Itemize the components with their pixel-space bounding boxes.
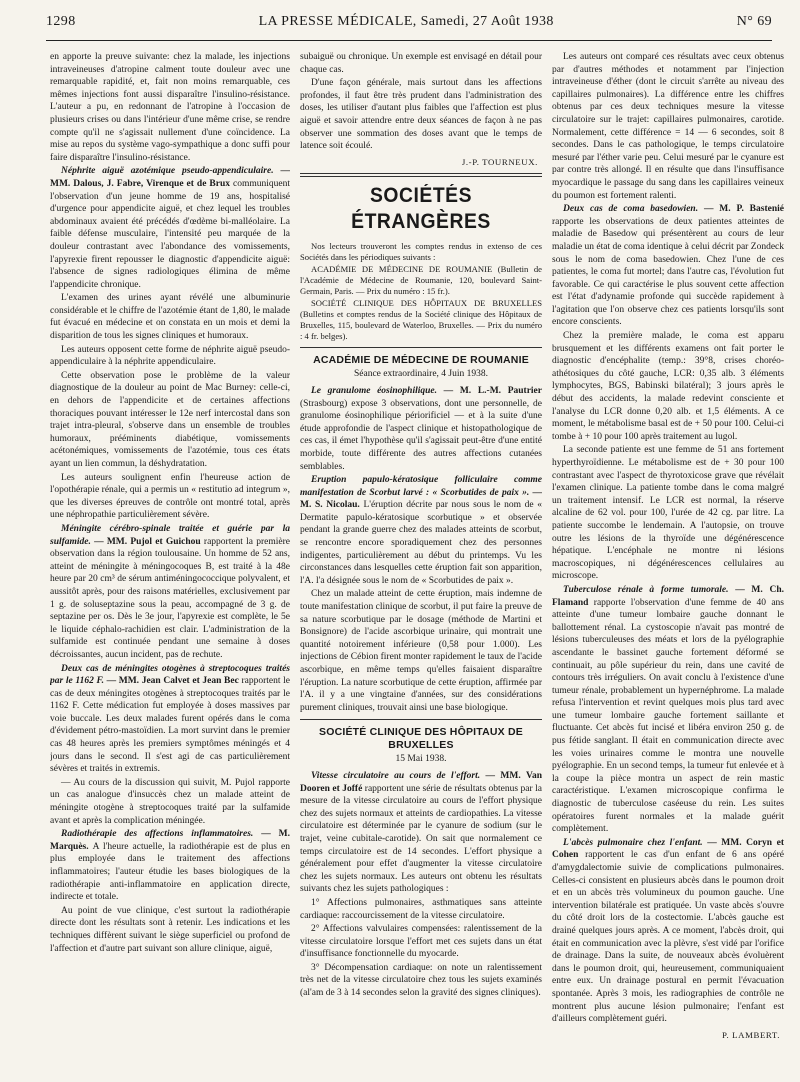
entry-text: L'éruption décrite par nous sous le nom de « Dermatite papulo-kératosique scorbutique » et observée pendant la grande guerre chez des malades atteints de scorbut, se rencontre encore sporadiquement chez des personnes indigentes, particulièrement au début du printemps. Vu les circonstances dans lesquelles cette éruption fait son apparition, l'A. l'a désignée sous le nom de « Scorbutides de paix ». xyxy=(300,500,542,586)
communication-entry xyxy=(300,385,542,473)
entry-authors: — M. S. Nicolau. xyxy=(300,487,542,511)
entry-text: rapporte l'observation d'une femme de 40 ans atteinte d'une tumeur lombaire gauche donnant le ballottement rénal. La cystoscopie n'avait pas montré de lésions tuberculeuses des méats et lors de la pyélographie ascendante le bassinet gauche fortement déformé se continuait, au pôle supérieur du rein, dans une cavité de contours très irréguliers. On avait conclu à l'existence d'une tumeur rénale, probablement un hypernéphrome. La malade refusa l'intervention et revint quelques mois plus tard avec une tumeur lombaire gauche fortement saillante et fluctuante. Cet abcès fut incisé et libéra environ 250 g. de pus fétide sanglant. Il était en communication directe avec les voies urinaires comme le montra une nouvelle pyélographie. En un second temps, la tumeur fut enlevée et à la coupe la pièce montra un aspect de rein mastic caractéristique. L'examen microscopique confirma le diagnostic de tuberculose caséeuse du rein. Les suites opératoires furent normales et la malade guérit complètement. xyxy=(552,597,784,835)
issue-date: Samedi, 27 Août 1938 xyxy=(420,14,554,29)
paragraph: Les auteurs soulignent enfin l'heureuse action de l'opothérapie rénale, qui a permis un « restitutio ad integrum », que les diverses épreuves de contrôle ont montré total, après une néphropathie particulièrement sévère. xyxy=(50,472,290,521)
paragraph: Cette observation pose le problème de la valeur diagnostique de la douleur au point de Mac Burney: celle-ci, en dehors de l'appendicite et de certaines affections thoraciques pouvant intéresser le 12e nerf intercostal dans son trajet intra-pleural, s'observe dans un ensemble de troubles humoraux, prééminents diabétique, vomissements acétonémiques, vomissements de l'azotémie, tous ces états ayant un lien commun, la déshydratation. xyxy=(50,370,290,469)
column-3-body xyxy=(552,51,784,1026)
entry-title: Vitesse circulatoire au cours de l'effort. xyxy=(311,770,481,781)
entry-title: Tuberculose rénale à forme tumorale. xyxy=(563,584,729,595)
entry-title: L'abcès pulmonaire chez l'enfant. xyxy=(563,837,703,848)
section-title-societes-etrangeres: SOCIÉTÉS ÉTRANGÈRES xyxy=(351,184,491,234)
column-2-middle xyxy=(300,385,542,714)
paragraph: Chez un malade atteint de cette éruption, mais indemne de toute manifestation clinique de scorbut, il put faire la preuve de sa nature scorbutique par le dosage (méthode de Martini et Bonsignore) de l'acide ascorbique urinaire, qui montrait une quantité notoirement inférieure (0,58 pour 1.000). Les injections de Cébion firent monter rapidement le taux de l'acide ascorbique, en même temps qu'elles faisaient disparaître l'éruption. La nature scorbutique de cette éruption, affirmée par l'A. il y a une vingtaine d'années, sur des considérations purement cliniques, trouvait ainsi une base biologique. xyxy=(300,589,542,713)
entry-text: rapportent une série de résultats obtenus par la mesure de la vitesse circulatoire au cours de l'effort physique chez des sujets normaux et atteints de cardiopathies. La vitesse circulatoire est déterminée par le cyanure de sodium (sur le trajet, veine cubitale-carotide). On sait que normalement ce temps circulatoire est de 14 secondes. L'effort physique a généralement pour effet d'augmenter la vitesse circulatoire chez les sujets normaux. Les auteurs ont obtenu les résultats suivants chez les sujets pathologiques : xyxy=(300,783,542,895)
entry-text: (Strasbourg) expose 3 observations, dont une personnelle, de granulome éosinophilique périorificiel — et à la suite d'une étude approfondie de l'aspect clinique et histopathologique de ces cas, il émet l'hypothèse qu'il s'agissait peut-être d'une entité morbide, toute différente des autres affections cutanées semblables. xyxy=(300,398,542,472)
paragraph: subaiguë ou chronique. Un exemple est envisagé en détail pour chaque cas. xyxy=(300,52,542,75)
paragraph: D'une façon générale, mais surtout dans les affections profondes, il faut être très prudent dans l'administration des doses, les utiliser d'autant plus faibles que l'affection est plus aiguë et savoir attendre entre deux séances de façon à ne pas observer une sommation des doses avant que le temps de latence soit écoulé. xyxy=(300,78,542,152)
paragraph: — Au cours de la discussion qui suivit, M. Pujol rapporte un cas analogue d'insuccès chez un malade atteint de méningite otogène à streptocoques traité par la sulfamide avant et après la complication méningée. xyxy=(50,777,290,826)
entry-text: rapportent le cas de deux méningites otogènes à streptocoques traités par le 1162 F. Cette médication fut employée à doses massives par voie buccale. Les deux malades furent opérés dans le coma d'évidement pétro-mastoïdien. La mort survint dans le premier cas 48 heures après les premiers symptômes méningés et 4 jours dans le second. Il s'est agi de cas particulièrement sévères et traités in extremis. xyxy=(50,676,290,775)
entry-title: Eruption papulo-kératosique folliculaire comme manifestation de Scorbut larvé : « Scorbutides de paix ». xyxy=(300,475,542,498)
entry-authors: — MM. Dalous, J. Fabre, Virenque et de Brux xyxy=(50,166,290,189)
entry-title: Méningite cérébro-spinale traitée et guérie par la sulfamide. xyxy=(50,523,290,547)
entry-authors: — M. Ch. Flamand xyxy=(552,584,784,608)
entry-authors: — MM. Van Dooren et Joffé xyxy=(300,770,542,794)
entry-authors: — M. L.-M. Pautrier xyxy=(437,385,542,396)
paragraph: Les auteurs opposent cette forme de néphrite aiguë pseudo-appendiculaire à la néphrite appendiculaire. xyxy=(50,344,290,368)
entry-authors: — MM. Coryn et Cohen xyxy=(552,837,784,861)
publication-notice xyxy=(300,241,542,342)
column-2-bottom xyxy=(300,770,542,1000)
society-title-roumanie: ACADÉMIE DE MÉDECINE DE ROUMANIE xyxy=(313,354,529,367)
communication-entry xyxy=(552,584,784,836)
page-header xyxy=(46,14,772,38)
signature-tourneux: J.-P. TOURNEUX. xyxy=(461,156,538,167)
session-date-bruxelles: 15 Mai 1938. xyxy=(395,754,447,765)
paragraph: La seconde patiente est une femme de 51 ans fortement hyperthyroïdienne. Le métabolisme est de + 30 pour 100 contrastant avec l'aspect de thyrotoxicose grave que révélait l'examen clinique. La patiente tombe dans le coma malgré un traitement intensif. Le LCR est normal, la réserve alcaline de 62 vol. pour 100, l'urée de 42 cg. par litre. La patiente succombe le lendemain. A l'autopsie, on trouve outre les lésions de la thyroïde une dégénérescence hépatique. L'encéphale ne montre ni lésions macroscopiques, ni dégénérescences cellulaires au microscope. xyxy=(552,445,784,582)
journal-title-line xyxy=(259,14,554,30)
column-3 xyxy=(552,51,784,1067)
entry-text: rapportent le cas d'un enfant de 6 ans opéré d'amygdalectomie suivie de complications pulmonaires. Celles-ci consistent en plusieurs abcès dans le poumon droit et en un abcès très volumineux du poumon gauche. Une intervention bilatérale est pratiquée. Un vaste abcès s'ouvre du côté droit lors de la costectomie. L'abcès gauche est drainé quelques jours après. A ce moment, l'abcès droit, qui était en communication avec la plèvre, s'est vidé par l'orifice de drainage. Dans la suite, de nouveaux abcès évoluèrent dans le poumon droit, qui, heureusement, communiquaient entre eux. Un drainage postural en permit l'évacuation spontanée. Après 3 mois, les radiographies de contrôle ne montrent plus aucune lésion pulmonaire; l'enfant est d'ailleurs complètement guéri. xyxy=(552,850,784,1025)
entry-authors: — MM. Pujol et Guichou xyxy=(90,536,204,547)
entry-authors: — M. P. Bastenié xyxy=(698,204,784,215)
section-rule xyxy=(300,173,542,174)
entry-text: rapporte les observations de deux patientes atteintes de maladie de Basedow qui présentèrent au cours de leur maladie un état de coma identique à celui décrit par Zondeck sous le nom de coma basedowien. Chez l'une de ces patientes, le coma fut mortel; dans l'autre cas, l'évolution fut favorable. Ce qui caractérise le plus souvent cette affection est l'état d'adynamie profonde qui succède rapidement à l'agitation que l'on observe chez ces patients lorsqu'ils sont encore conscients. xyxy=(552,216,784,328)
communication-entry xyxy=(300,770,542,896)
entry-authors: — M. Marquès. xyxy=(50,829,290,852)
society-title-bruxelles: SOCIÉTÉ CLINIQUE DES HÔPITAUX DE BRUXELLES xyxy=(319,726,523,752)
paragraph: Nos lecteurs trouveront les comptes rendus in extenso de ces Sociétés dans les périodiques suivants : xyxy=(300,241,542,263)
column-2-top xyxy=(300,51,542,153)
entry-text: rapportent la première observation dans la région toulousaine. Un homme de 52 ans, atteint de méningite à méningocoques B, est traité à la 48e heure par 20 cm³ de sérum antiméningococcique polyvalent, et aussitôt après, pour des raisons matérielles, exclusivement par 1 g. de soluseptazine sous la peau, accompagné de 3 g. de septazine per os. Dès le 3e jour, l'apyrexie est complète, le 5e le liquide céphalo-rachidien est clair. L'administration de la sulfamide est continuée pendant une semaine à doses décroissantes, aucun incident, pas de rechute. xyxy=(50,536,290,660)
page-number: 1298 xyxy=(46,14,76,29)
communication-entry xyxy=(552,837,784,1026)
section-rule xyxy=(300,347,542,348)
paragraph: 3° Décompensation cardiaque: on note un ralentissement très net de la vitesse circulatoire chez tous les sujets examinés (al'am de 3 à 14 secondes selon la gravité des signes cliniques). xyxy=(300,962,542,999)
paragraph: en apporte la preuve suivante: chez la malade, les injections intraveineuses d'atropine calment toute douleur avec une remarquable rapidité, et, fait non moins remarquable, ces mêmes injections font aussi disparaître l'insulino-résistance. L'auteur a pu, en redonnant de l'atropine à l'occasion de plusieurs crises ou dans l'intérieur d'une même crise, se rendre compte qu'il ne s'agissait nullement d'une coïncidence. La mise au repos du système vago-sympathique a donc suffi pour faire disparaître l'insulino-résistance. xyxy=(50,52,290,163)
communication-entry xyxy=(50,165,290,291)
signature-lambert: P. LAMBERT. xyxy=(722,1029,780,1040)
entry-title: Radiothérapie des affections inflammatoires. xyxy=(61,829,254,840)
journal-name: LA PRESSE MÉDICALE, xyxy=(258,14,417,29)
issue-number: N° 69 xyxy=(736,14,772,29)
paragraph: 1° Affections pulmonaires, asthmatiques sans atteinte cardiaque: raccourcissement de la vitesse circulatoire. xyxy=(300,897,542,921)
paragraph: Au point de vue clinique, c'est surtout la radiothérapie directe dont les résultats sont à retenir. Les indications et les techniques diffèrent suivant le siège superficiel ou profond de l'affection et d'autre part suivant son allure clinique, aiguë, xyxy=(50,905,290,954)
communication-entry xyxy=(300,474,542,587)
paragraph: 2° Affections valvulaires compensées: ralentissement de la vitesse circulatoire lorsque l'effort met ces sujets dans un état d'insuffisance fonctionnelle du myocarde. xyxy=(300,924,542,960)
paragraph: Les auteurs ont comparé ces résultats avec ceux obtenus par d'autres méthodes et notamment par l'injection intraveineuse d'éther (dont le circuit s'arrête au niveau des capillaires pulmonaires). La différence entre les chiffres obtenus par ces deux techniques mesure la vitesse circulatoire sur le trajet: capillaires pulmonaires, carotide. Normalement, cette différence = 14 — 6 secondes, soit 8 secondes. Dans le cas pathologique, le temps circulatoire mesuré par l'éther varie peu. Celui mesuré par le cyanure est par contre très allongé. Il en résulte que dans l'insuffisance myocardique le passage du sang dans les capillaires veineux du poumon est fortement ralenti. xyxy=(552,52,784,201)
entry-text: communiquent l'observation d'un jeune homme de 19 ans, hospitalisé d'urgence pour appendicite aiguë, et chez lequel les troubles abdominaux avaient été précédés d'œdème bi-malléolaire. La faible défense musculaire, l'intensité peu marquée de la douleur contrastant avec l'abondance des vomissements, l'apyrexie firent repousser le diagnostic d'appendicite aiguë: l'absence de signes radiologiques élimina de même l'appendicite chronique. xyxy=(50,178,290,290)
entry-text: A l'heure actuelle, la radiothérapie est de plus en plus employée dans le traitement des affections inflammatoires; l'auteur étudie les bases biologiques de la radiothérapie anti-inflammatoire en application directe, indirecte et totale. xyxy=(50,841,290,903)
header-rule xyxy=(46,40,772,41)
entry-authors: — MM. Jean Calvet et Jean Bec xyxy=(103,676,242,687)
paragraph: Chez la première malade, le coma est apparu brusquement et les différents examens ont fait porter le diagnostic d'encéphalite (temp.: 39°8, crises choréo-athétosiques du côté gauche, LCR: 0,35 alb. 3 éléments lymphocytes, BGS, Babinski bilatéral); 3 jours après le début des accidents, la malade redevint consciente et l'analyse du LCR donne 0,20 alb. et 1,5 éléments. A ce moment, le métabolisme basal est de + 50 pour 100. Celui-ci tombe à + 10 pour 100 après traitement au lugol. xyxy=(552,331,784,442)
communication-entry xyxy=(552,203,784,329)
communication-entry xyxy=(50,523,290,662)
entry-title: Néphrite aiguë azotémique pseudo-appendiculaire. xyxy=(61,166,274,177)
entry-title: Le granulome éosinophilique. xyxy=(311,385,438,396)
communication-entry xyxy=(50,663,290,776)
paragraph: ACADÉMIE DE MÉDECINE DE ROUMANIE (Bulletin de l'Académie de Médecine de Roumanie, 120, boulevard Saint-Germain, Paris. — Prix du numéro : 15 fr.). xyxy=(300,264,542,297)
paragraph: L'examen des urines ayant révélé une albuminurie considérable et le chiffre de l'azotémie étant de 1,80, le malade fut évacué en médecine et on constata en un mois et demi la disparition de tous les signes cliniques et humoraux. xyxy=(50,293,290,342)
paragraph: SOCIÉTÉ CLINIQUE DES HÔPITAUX DE BRUXELLES (Bulletins et comptes rendus de la Société clinique des Hôpitaux de Bruxelles, 115, boulevard de Waterloo, Bruxelles. — Prix du numéro : 4 fr. belges). xyxy=(300,298,542,342)
communication-entry xyxy=(50,828,290,904)
section-rule xyxy=(300,719,542,720)
section-rule xyxy=(300,176,542,177)
session-date-roumanie: Séance extraordinaire, 4 Juin 1938. xyxy=(353,369,488,380)
column-2 xyxy=(300,51,542,1067)
column-1 xyxy=(50,51,290,1067)
entry-title: Deux cas de méningites otogènes à streptocoques traités par le 1162 F. xyxy=(50,663,290,687)
entry-title: Deux cas de coma basedowien. xyxy=(563,204,699,215)
